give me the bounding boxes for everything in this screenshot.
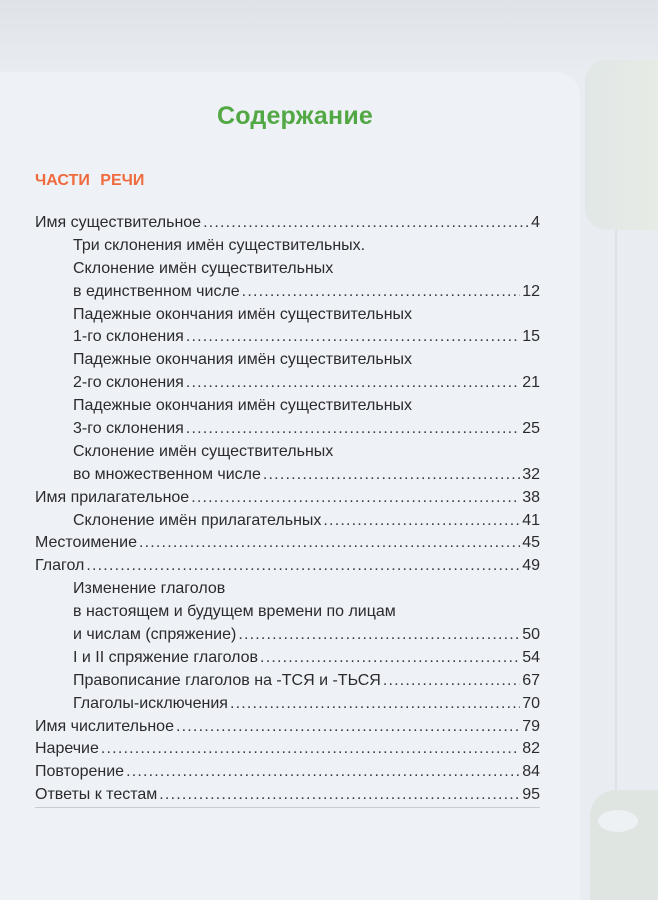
toc-entry-label: Имя числительное	[35, 717, 174, 735]
dot-leader	[126, 761, 520, 784]
toc-entry-label: Местоимение	[35, 534, 137, 552]
toc-entry-label: Ответы к тестам	[35, 786, 158, 804]
toc-entry-label: Падежные окончания имён существительных	[73, 397, 413, 415]
toc-entry-page-number: 79	[522, 717, 540, 735]
toc-entry-label: 3-го склонения	[73, 420, 184, 438]
toc-entry-label: Глаголы-исключения	[73, 694, 228, 712]
toc-entry[interactable]	[35, 647, 540, 670]
toc-entry-page-number: 21	[522, 374, 540, 392]
toc-entry[interactable]	[35, 326, 540, 349]
toc-entry-page-number: 45	[522, 534, 540, 552]
toc-entry-label: во множественном числе	[73, 465, 261, 483]
toc-entry-page-number: 41	[522, 511, 540, 529]
toc-entry-label: Падежные окончания имён существительных	[73, 305, 413, 323]
toc-entry-page-number: 54	[522, 648, 540, 666]
toc-entry[interactable]	[35, 784, 540, 807]
toc-entry-page-number: 82	[522, 740, 540, 758]
toc-entry-page-number: 50	[522, 626, 540, 644]
bleed-through-line	[615, 230, 617, 790]
toc-entry[interactable]	[35, 418, 540, 441]
toc-entry[interactable]	[35, 281, 540, 304]
toc-entry[interactable]	[35, 349, 540, 372]
toc-entry[interactable]	[35, 693, 540, 716]
toc-entry-label: Правописание глаголов на -ТСЯ и -ТЬСЯ	[73, 671, 381, 689]
toc-entry-label: Имя существительное	[35, 214, 202, 231]
toc-entry-label: Падежные окончания имён существительных	[73, 351, 413, 369]
toc-entry[interactable]	[35, 578, 540, 601]
dot-leader	[260, 647, 520, 670]
toc-entry-label: Склонение имён прилагательных	[73, 511, 322, 529]
toc-entry-page-number: 38	[522, 488, 540, 506]
toc-entry[interactable]	[35, 624, 540, 647]
toc-entry-label: Склонение имён существительных	[73, 259, 334, 277]
toc-entry[interactable]	[35, 670, 540, 693]
toc-entry-label: Изменение глаголов	[73, 580, 226, 598]
toc-entry[interactable]	[35, 532, 540, 555]
toc-entry-page-number: 12	[522, 282, 540, 300]
toc-entry-page-number: 4	[531, 214, 540, 231]
toc-entry-page-number: 84	[522, 763, 540, 781]
bleed-through-shape	[590, 790, 658, 900]
toc-entry[interactable]	[35, 372, 540, 395]
toc-entry[interactable]	[35, 555, 540, 578]
toc-entry-page-number: 70	[522, 694, 540, 712]
toc-entry[interactable]	[35, 464, 540, 487]
toc-entry-label: 1-го склонения	[73, 328, 184, 346]
dot-leader	[263, 464, 520, 487]
bleed-through-dot	[598, 810, 638, 832]
toc-entry-page-number: 32	[522, 465, 540, 483]
toc-entry[interactable]	[35, 212, 540, 235]
toc-entry[interactable]	[35, 716, 540, 739]
toc-entry[interactable]	[35, 510, 540, 533]
dot-leader	[176, 716, 520, 739]
toc-entry[interactable]	[35, 258, 540, 281]
toc-entry[interactable]	[35, 304, 540, 327]
toc-entry-page-number: 67	[522, 671, 540, 689]
toc-entry-page-number: 25	[522, 420, 540, 438]
toc-entry-label: Имя прилагательное	[35, 488, 190, 506]
dot-leader	[242, 281, 521, 304]
dot-leader	[238, 624, 520, 647]
bleed-through-illustration	[585, 60, 658, 230]
toc-entry[interactable]	[35, 738, 540, 761]
toc-entry[interactable]	[35, 487, 540, 510]
toc-entry-label: в настоящем и будущем времени по лицам	[73, 603, 396, 621]
table-of-contents	[35, 212, 540, 807]
toc-entry-label: Глагол	[35, 557, 85, 575]
toc-entry[interactable]	[35, 761, 540, 784]
dot-leader	[186, 418, 520, 441]
section-heading: ЧАСТИ РЕЧИ	[35, 172, 145, 189]
dot-leader	[230, 693, 520, 716]
toc-entry-label: I и II спряжение глаголов	[73, 648, 259, 666]
dot-leader	[186, 326, 520, 349]
dot-leader	[86, 555, 520, 578]
toc-entry-page-number: 95	[522, 786, 540, 804]
toc-entry[interactable]	[35, 235, 540, 258]
dot-leader	[323, 510, 520, 533]
dot-leader	[159, 784, 520, 807]
page-top-shadow	[0, 0, 658, 70]
toc-entry[interactable]	[35, 601, 540, 624]
toc-entry-page-number: 49	[522, 557, 540, 575]
toc-entry-label: и числам (спряжение)	[73, 626, 237, 644]
dot-leader	[383, 670, 520, 693]
toc-entry-label: Повторение	[35, 763, 125, 781]
toc-entry-page-number: 15	[522, 328, 540, 346]
dot-leader	[186, 372, 520, 395]
toc-entry-label: 2-го склонения	[73, 374, 184, 392]
toc-entry-label: Склонение имён существительных	[73, 442, 334, 460]
toc-entry-label: Наречие	[35, 740, 99, 758]
page-title: Содержание	[216, 102, 374, 130]
dot-leader	[101, 738, 520, 761]
toc-entry-label: Три склонения имён существительных.	[73, 236, 366, 254]
bottom-divider	[35, 807, 540, 808]
toc-entry-label: в единственном числе	[73, 282, 240, 300]
dot-leader	[191, 487, 520, 510]
toc-entry[interactable]	[35, 441, 540, 464]
toc-entry[interactable]	[35, 395, 540, 418]
dot-leader	[139, 532, 520, 555]
dot-leader	[203, 212, 529, 235]
